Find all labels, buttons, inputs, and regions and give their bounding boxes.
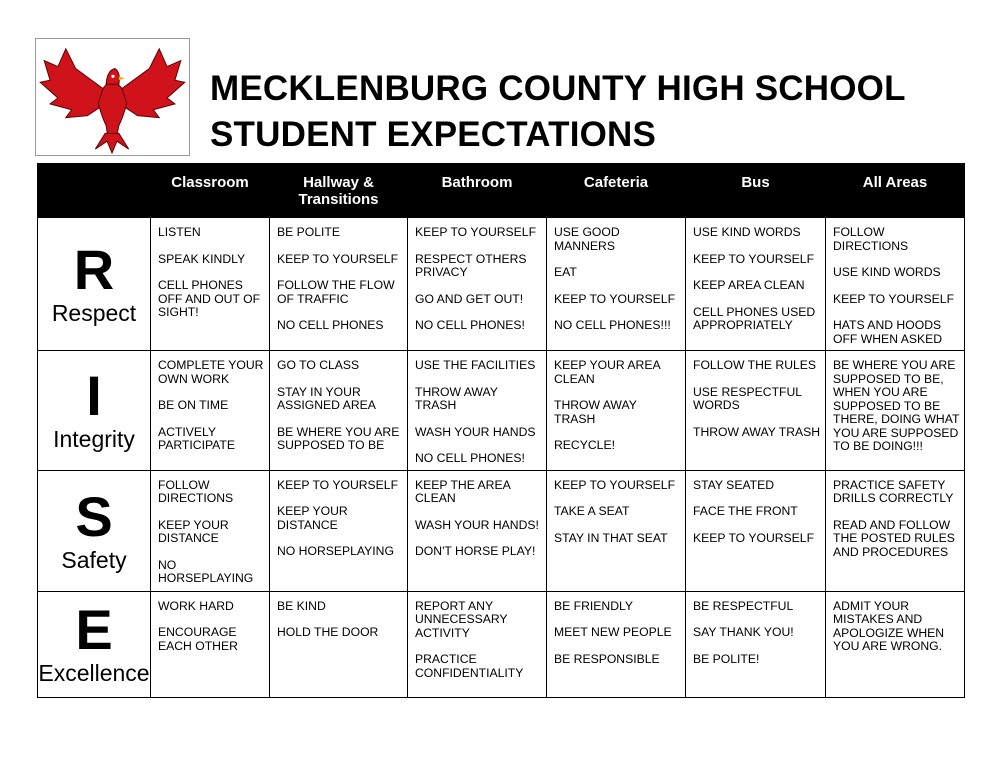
- expectation-item: USE THE FACILITIES: [415, 358, 536, 372]
- expectation-item: COMPLETE YOUR OWN WORK: [158, 358, 264, 386]
- cell-classroom: [151, 351, 270, 471]
- column-header-bathroom: Bathroom: [408, 164, 547, 218]
- expectation-item: SAY THANK YOU!: [693, 625, 794, 639]
- expectation-item: ADMIT YOUR MISTAKES AND APOLOGIZE WHEN YOU ARE WRONG.: [833, 598, 945, 653]
- expectation-item: CELL PHONES OFF AND OUT OF SIGHT!: [158, 278, 261, 319]
- expectation-item: CELL PHONES USED APPROPRIATELY: [693, 304, 816, 332]
- expectation-item: KEEP TO YOURSELF: [415, 225, 537, 239]
- expectation-item: KEEP TO YOURSELF: [277, 251, 399, 266]
- expectation-item: PRACTICE SAFETY DRILLS CORRECTLY: [833, 477, 954, 505]
- expectation-item: BE KIND: [277, 598, 326, 613]
- row-label: [38, 470, 151, 591]
- expectation-item: SPEAK KINDLY: [158, 251, 246, 266]
- column-header-hallway: Hallway & Transitions: [270, 164, 408, 218]
- expectation-item: NO CELL PHONES!: [415, 451, 525, 465]
- row-label: [38, 351, 151, 471]
- expectation-item: BE ON TIME: [158, 398, 229, 412]
- cell-hallway: [270, 218, 408, 351]
- cell-cafeteria: [547, 351, 686, 471]
- header-row: [38, 164, 965, 218]
- row-letter: S: [75, 484, 113, 548]
- cell-bathroom: [408, 470, 547, 591]
- cell-all-areas: [826, 591, 965, 697]
- expectation-item: GO AND GET OUT!: [415, 291, 524, 306]
- cell-bus: [686, 351, 826, 471]
- expectation-item: KEEP TO YOURSELF: [693, 251, 815, 266]
- cell-classroom: [151, 591, 270, 697]
- expectation-item: KEEP YOUR AREA CLEAN: [554, 358, 660, 386]
- expectation-item: BE WHERE YOU ARE SUPPOSED TO BE: [277, 424, 400, 452]
- table-row-respect: [38, 218, 965, 351]
- row-label: [38, 218, 151, 351]
- expectation-item: EAT: [554, 265, 577, 279]
- cell-cafeteria: [547, 591, 686, 697]
- cell-bathroom: [408, 351, 547, 471]
- expectation-item: RESPECT OTHERS PRIVACY: [415, 251, 527, 279]
- table-row-safety: [38, 470, 965, 591]
- expectation-item: WASH YOUR HANDS: [415, 424, 536, 439]
- expectation-item: GO TO CLASS: [277, 358, 360, 372]
- expectation-item: KEEP YOUR DISTANCE: [158, 517, 229, 545]
- expectation-item: KEEP TO YOURSELF: [554, 291, 676, 306]
- column-header-cafeteria: Cafeteria: [547, 164, 686, 218]
- row-letter: E: [75, 598, 113, 661]
- expectation-item: LISTEN: [158, 225, 201, 239]
- table-row-excellence: [38, 591, 965, 697]
- row-letter: I: [86, 364, 102, 428]
- expectation-item: ACTIVELY PARTICIPATE: [158, 424, 235, 452]
- cell-classroom: [151, 218, 270, 351]
- expectation-item: HATS AND HOODS OFF WHEN ASKED: [833, 318, 943, 346]
- expectation-item: RECYCLE!: [554, 438, 615, 452]
- school-logo: [35, 38, 190, 156]
- cell-classroom: [151, 470, 270, 591]
- expectation-item: NO CELL PHONES: [277, 318, 384, 332]
- expectation-item: THROW AWAY TRASH: [554, 398, 637, 426]
- red-phoenix-icon: [36, 39, 189, 155]
- expectation-item: KEEP TO YOURSELF: [277, 477, 399, 492]
- title-line-2: STUDENT EXPECTATIONS: [210, 115, 657, 154]
- expectation-item: WASH YOUR HANDS!: [415, 517, 539, 532]
- expectation-item: KEEP TO YOURSELF: [693, 530, 815, 545]
- column-header-bus: Bus: [686, 164, 826, 218]
- expectation-item: BE POLITE!: [693, 651, 760, 666]
- expectation-item: FACE THE FRONT: [693, 504, 798, 518]
- expectation-item: REPORT ANY UNNECESSARY ACTIVITY: [415, 598, 508, 640]
- expectation-item: NO CELL PHONES!!!: [554, 318, 671, 332]
- row-label: [38, 591, 151, 697]
- expectation-item: BE POLITE: [277, 225, 340, 239]
- expectation-item: THROW AWAY TRASH: [415, 384, 498, 412]
- expectation-item: WORK HARD: [158, 598, 234, 613]
- expectation-item: USE KIND WORDS: [833, 265, 941, 279]
- cell-bus: [686, 470, 826, 591]
- cell-all-areas: [826, 218, 965, 351]
- header-corner: [38, 164, 151, 218]
- expectation-item: USE KIND WORDS: [693, 225, 801, 239]
- expectation-item: FOLLOW DIRECTIONS: [833, 225, 909, 253]
- expectation-item: READ AND FOLLOW THE POSTED RULES AND PROCEDURES: [833, 517, 955, 559]
- expectation-item: KEEP TO YOURSELF: [833, 291, 955, 306]
- cell-all-areas: [826, 351, 965, 471]
- expectation-item: FOLLOW DIRECTIONS: [158, 477, 234, 505]
- cell-hallway: [270, 351, 408, 471]
- cell-bathroom: [408, 591, 547, 697]
- expectation-item: STAY IN THAT SEAT: [554, 530, 668, 545]
- expectation-item: FOLLOW THE FLOW OF TRAFFIC: [277, 278, 395, 306]
- expectation-item: KEEP AREA CLEAN: [693, 278, 805, 292]
- cell-bus: [686, 218, 826, 351]
- cell-all-areas: [826, 470, 965, 591]
- expectation-item: MEET NEW PEOPLE: [554, 625, 672, 639]
- expectation-item: NO HORSEPLAYING: [277, 544, 394, 558]
- expectation-item: KEEP YOUR DISTANCE: [277, 504, 348, 532]
- row-letter: R: [73, 238, 115, 301]
- title-line-1: MECKLENBURG COUNTY HIGH SCHOOL: [210, 69, 906, 108]
- expectation-item: HOLD THE DOOR: [277, 625, 379, 639]
- cell-cafeteria: [547, 470, 686, 591]
- expectation-item: BE RESPECTFUL: [693, 598, 794, 613]
- column-header-all-areas: All Areas: [826, 164, 965, 218]
- expectation-item: DON'T HORSE PLAY!: [415, 544, 536, 558]
- expectation-item: TAKE A SEAT: [554, 504, 630, 518]
- cell-hallway: [270, 470, 408, 591]
- row-word: Safety: [61, 546, 127, 573]
- expectation-item: KEEP TO YOURSELF: [554, 477, 676, 492]
- expectation-item: BE RESPONSIBLE: [554, 651, 660, 666]
- expectation-item: PRACTICE CONFIDENTIALITY: [415, 652, 524, 680]
- expectation-item: KEEP THE AREA CLEAN: [415, 477, 511, 505]
- row-word: Integrity: [53, 426, 135, 453]
- table-row-integrity: [38, 351, 965, 471]
- row-word: Respect: [51, 300, 137, 326]
- expectation-item: USE RESPECTFUL WORDS: [693, 384, 802, 412]
- expectation-item: BE WHERE YOU ARE SUPPOSED TO BE, WHEN YOU ARE SUPPOSED TO BE THERE, DOING WHAT YOU ARE SUPPOSED TO BE DOING!!!: [833, 358, 960, 453]
- expectation-item: STAY SEATED: [693, 477, 775, 492]
- page-title: [210, 66, 906, 158]
- cell-bathroom: [408, 218, 547, 351]
- expectation-item: NO CELL PHONES!: [415, 318, 525, 332]
- expectation-item: ENCOURAGE EACH OTHER: [158, 625, 238, 653]
- expectation-item: STAY IN YOUR ASSIGNED AREA: [277, 384, 376, 412]
- row-word: Excellence: [38, 660, 150, 686]
- expectations-table: [37, 163, 965, 698]
- cell-cafeteria: [547, 218, 686, 351]
- cell-hallway: [270, 591, 408, 697]
- expectation-item: BE FRIENDLY: [554, 598, 634, 613]
- expectation-item: THROW AWAY TRASH: [693, 424, 821, 439]
- expectation-item: NO HORSEPLAYING: [158, 557, 254, 585]
- column-header-classroom: Classroom: [151, 164, 270, 218]
- cell-bus: [686, 591, 826, 697]
- expectation-item: USE GOOD MANNERS: [554, 225, 620, 253]
- expectation-item: FOLLOW THE RULES: [693, 358, 817, 372]
